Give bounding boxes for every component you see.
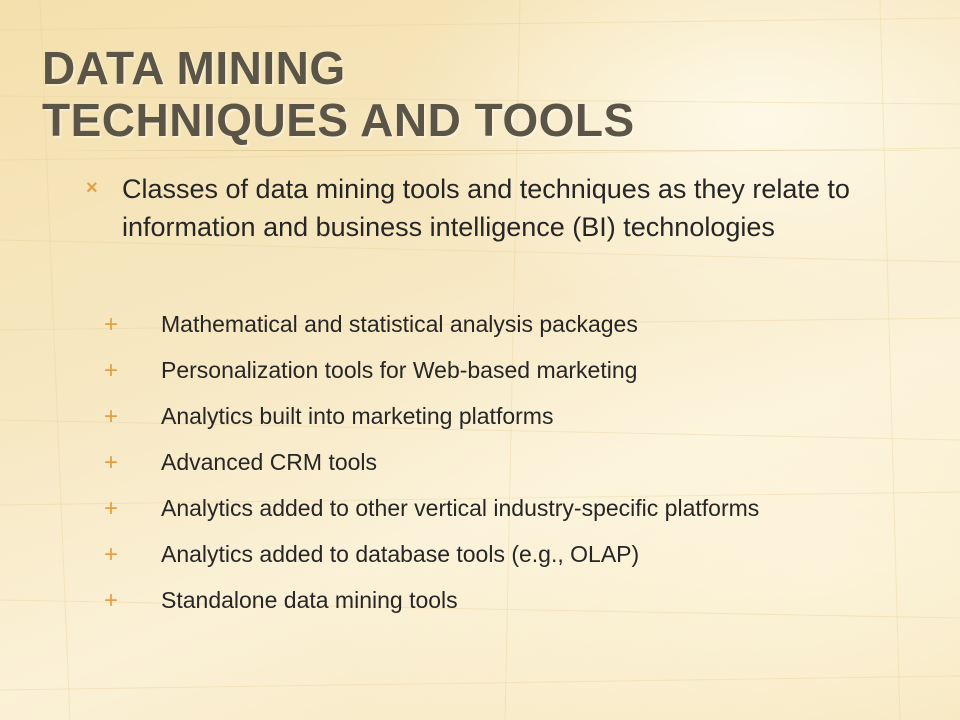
list-item-text: Analytics added to other vertical industry-specific platforms — [161, 495, 760, 521]
list-item-text: Standalone data mining tools — [161, 587, 458, 613]
plus-bullet-icon: + — [104, 403, 119, 430]
list-item-text: Advanced CRM tools — [161, 449, 378, 475]
plus-bullet-icon: + — [104, 311, 119, 338]
x-bullet-icon: × — [86, 177, 98, 199]
list-item — [104, 446, 864, 479]
list-item — [104, 584, 864, 617]
list-item-text: Analytics built into marketing platforms — [161, 403, 554, 429]
list-item-text: Personalization tools for Web-based marketing — [161, 357, 638, 383]
plus-bullet-icon: + — [104, 449, 119, 476]
list-item-text: Analytics added to database tools (e.g., OLAP) — [161, 541, 640, 567]
list-item — [104, 400, 864, 433]
title-line-2: TECHNIQUES AND TOOLS — [42, 94, 635, 146]
main-bullet-text: Classes of data mining tools and techniques as they relate to information and business intelligence (BI) technologies — [122, 174, 850, 242]
sub-bullet-list — [104, 308, 864, 630]
title-divider — [40, 150, 920, 151]
plus-bullet-icon: + — [104, 541, 119, 568]
plus-bullet-icon: + — [104, 587, 119, 614]
list-item — [104, 354, 864, 387]
plus-bullet-icon: + — [104, 357, 119, 384]
list-item-text: Mathematical and statistical analysis packages — [161, 311, 638, 337]
list-item — [104, 538, 864, 571]
title-line-1: DATA MINING — [42, 42, 346, 94]
list-item — [104, 492, 864, 525]
list-item — [104, 308, 864, 341]
plus-bullet-icon: + — [104, 495, 119, 522]
slide-title — [42, 42, 922, 146]
